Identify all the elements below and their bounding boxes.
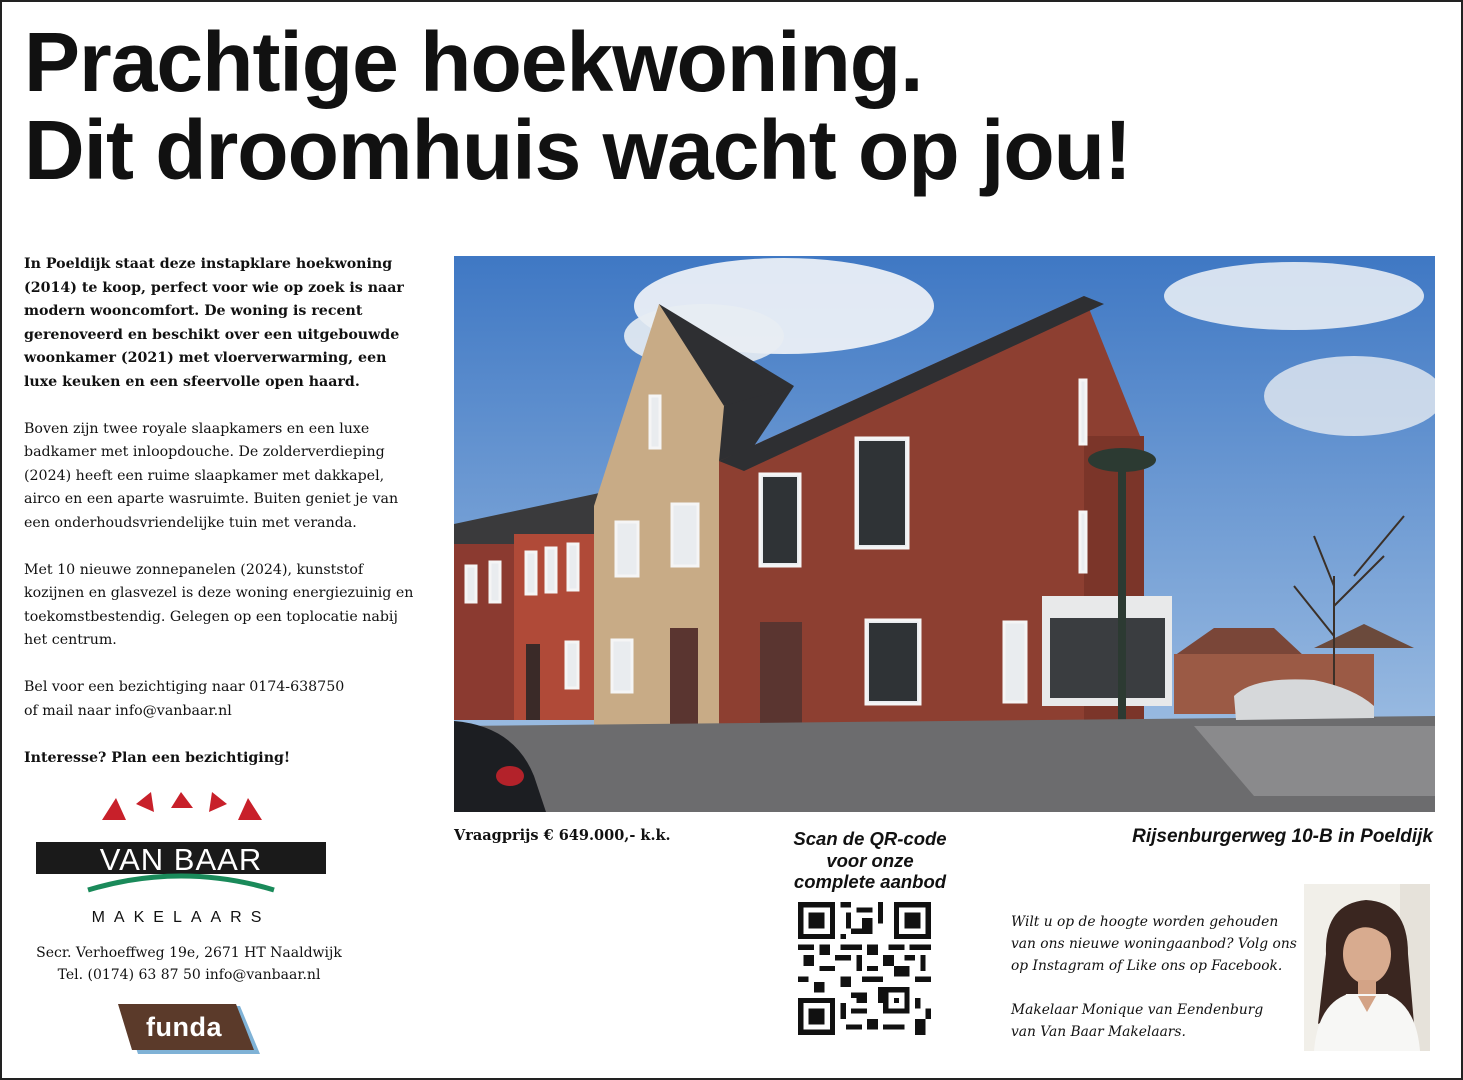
- qr-caption-line-1: Scan de QR-code: [793, 828, 947, 849]
- asking-price: Vraagprijs € 649.000,- k.k.: [454, 827, 671, 844]
- agent-portrait: [1304, 884, 1430, 1051]
- intro-lead: In Poeldijk staat deze instapklare hoekwoning (2014) te koop, perfect voor wie op zoek is naar modern wooncomfort. De woning is recent gerenoveerd en beschikt over een uitgebouwde woonkamer (2021) met vloerverwarming, een luxe keuken en een sfeervolle open haard.: [24, 256, 404, 390]
- agent-company: van Van Baar Makelaars.: [1011, 1024, 1186, 1040]
- social-text: [1011, 911, 1301, 1065]
- office-address: [24, 942, 354, 986]
- qr-caption: [770, 828, 970, 893]
- house-photo: [454, 256, 1435, 812]
- intro-text: [24, 253, 414, 794]
- mail-text: of mail naar info@vanbaar.nl: [24, 702, 232, 719]
- agent-credit: [1011, 999, 1301, 1043]
- headline: [24, 15, 1444, 197]
- street-address: Rijsenburgerweg 10-B in Poeldijk: [1132, 826, 1433, 847]
- qr-caption-line-3: complete aanbod: [793, 871, 947, 892]
- intro-paragraph-2: Boven zijn twee royale slaapkamers en een luxe badkamer met inloopdouche. De zolderverdieping (2024) heeft een ruime slaapkamer met dakkapel, airco en een aparte wasruimte. Buiten geniet je van een onderhoudsvriendelijke tuin met veranda.: [24, 420, 399, 531]
- qr-code[interactable]: [798, 902, 931, 1035]
- qr-caption-line-2: voor onze: [826, 849, 914, 871]
- contact-lines: [24, 676, 414, 723]
- social-paragraph: Wilt u op de hoogte worden gehouden van ons nieuwe woningaanbod? Volg ons op Instagram of Like ons op Facebook.: [1011, 914, 1297, 974]
- agent-name: Makelaar Monique van Eendenburg: [1011, 1002, 1264, 1018]
- cta-text: Interesse? Plan een bezichtiging!: [24, 749, 291, 766]
- logo-sub: MAKELAARS: [91, 909, 271, 926]
- call-text: Bel voor een bezichtiging naar 0174-638750: [24, 679, 345, 695]
- van-baar-logo: [36, 790, 331, 930]
- funda-label: funda: [146, 1012, 222, 1042]
- logo-name: VAN BAAR: [99, 842, 263, 877]
- intro-paragraph-3: Met 10 nieuwe zonnepanelen (2024), kunststof kozijnen en glasvezel is deze woning energiezuinig en toekomstbestendig. Gelegen op een toplocatie nabij het centrum.: [24, 561, 414, 648]
- address-line-2: Tel. (0174) 63 87 50 info@vanbaar.nl: [57, 967, 321, 983]
- address-line-1: Secr. Verhoeffweg 19e, 2671 HT Naaldwijk: [36, 945, 342, 961]
- logo-triangles: [102, 792, 262, 820]
- headline-line-1: Prachtige hoekwoning.: [24, 15, 923, 109]
- headline-line-2: Dit droomhuis wacht op jou!: [24, 103, 1131, 197]
